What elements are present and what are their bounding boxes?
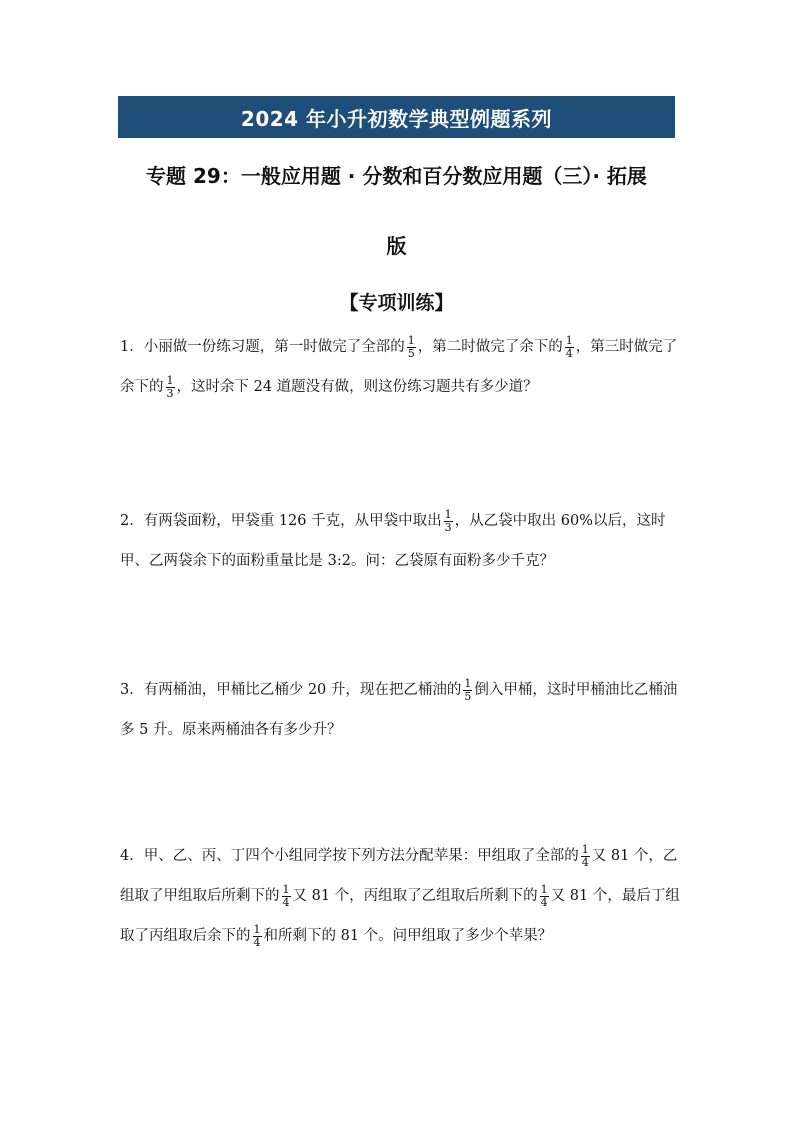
question-4-text-c: 又 81 个，丙组取了乙组取后所剩下的 (292, 888, 538, 904)
question-4-text-e: 和所剩下的 81 个。问甲组取了多少个苹果？ (263, 928, 553, 944)
fraction: $\frac{1}{4}$ (565, 333, 573, 360)
fraction: $\frac{1}{4}$ (282, 882, 290, 909)
fraction: $\frac{1}{4}$ (253, 922, 261, 949)
page-title-line1: 专题 29：一般应用题 · 分数和百分数应用题（三）· 拓展 (146, 164, 647, 188)
question-1-text-a: 1．小丽做一份练习题，第一时做完了全部的 (120, 339, 405, 355)
fraction: $\frac{1}{3}$ (166, 373, 174, 400)
question-2-text-b: ，从乙袋中取出 60%以后，这时甲、乙两袋余下的面粉重量比是 3:2。问：乙袋原有面粉多少千克？ (120, 513, 666, 569)
page-title (118, 158, 675, 282)
question-3 (120, 670, 680, 750)
question-1-text-c: ，第三时做完了余下的 (120, 339, 678, 395)
question-4-text-d: 又 81 个，最后丁组取了丙组取后余下的 (120, 888, 680, 944)
fraction: $\frac{1}{4}$ (540, 882, 548, 909)
series-banner (118, 96, 675, 138)
fraction: $\frac{1}{4}$ (581, 842, 589, 869)
question-4-text-b: 又 81 个，乙组取了甲组取后所剩下的 (120, 848, 678, 904)
fraction: $\frac{1}{5}$ (464, 676, 472, 703)
page-title-line2: 版 (386, 234, 407, 258)
question-3-text-a: 3．有两桶油，甲桶比乙桶少 20 升，现在把乙桶油的 (120, 682, 462, 698)
fraction: $\frac{1}{3}$ (444, 507, 452, 534)
fraction: $\frac{1}{5}$ (407, 333, 415, 360)
question-1-text-b: ，第二时做完了余下的 (417, 339, 563, 355)
question-4 (120, 836, 680, 956)
question-2 (120, 501, 680, 581)
question-2-text-a: 2．有两袋面粉，甲袋重 126 千克，从甲袋中取出 (120, 513, 442, 529)
question-1 (120, 327, 680, 407)
section-heading: 【专项训练】 (339, 292, 454, 314)
series-banner-text: 2024 年小升初数学典型例题系列 (240, 106, 553, 131)
question-3-text-b: 倒入甲桶，这时甲桶油比乙桶油多 5 升。原来两桶油各有多少升？ (120, 682, 678, 738)
question-4-text-a: 4．甲、乙、丙、丁四个小组同学按下列方法分配苹果：甲组取了全部的 (120, 848, 579, 864)
question-1-text-d: ，这时余下 24 道题没有做，则这份练习题共有多少道？ (176, 379, 538, 395)
